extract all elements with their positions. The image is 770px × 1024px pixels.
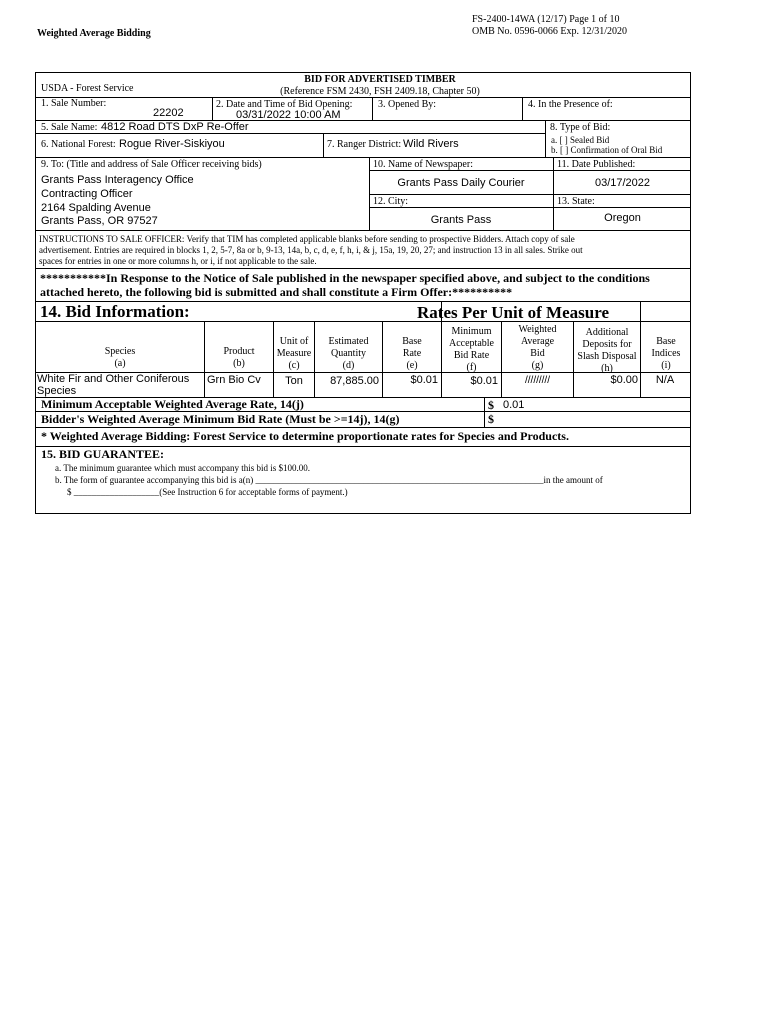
guarantee-line-a: a. The minimum guarantee which must accompany this bid is $100.00.	[55, 463, 311, 473]
row-unit[interactable]: Ton	[285, 375, 303, 387]
col-min-bid-rate-header: Minimum Acceptable Bid Rate (f)	[449, 326, 494, 373]
state-label: 13. State:	[557, 196, 595, 207]
form-id-line2: OMB No. 0596-0066 Exp. 12/31/2020	[472, 26, 627, 37]
row-base-indices[interactable]: N/A	[655, 374, 675, 386]
row-min-bid-rate[interactable]: $0.01	[470, 375, 498, 387]
col-product-header: Product (b)	[223, 346, 255, 369]
col-quantity-header: Estimated Quantity (d)	[328, 336, 369, 371]
row-product[interactable]: Grn Bio Cv	[207, 374, 261, 386]
sale-officer-address-2[interactable]: Contracting Officer	[41, 188, 133, 200]
min-weighted-rate-label: Minimum Acceptable Weighted Average Rate, 14(j)	[41, 397, 304, 411]
guarantee-line-b: b. The form of guarantee accompanying this bid is a(n) ________________________________________________________________in the amount of	[55, 475, 603, 485]
city-label: 12. City:	[373, 196, 409, 207]
row-species[interactable]: White Fir and Other Coniferous Species	[37, 373, 190, 397]
col-species-header: Species (a)	[104, 346, 136, 369]
national-forest-label: 6. National Forest:	[41, 139, 116, 150]
col-base-rate-header: Base Rate (e)	[402, 336, 422, 371]
agency-label: USDA - Forest Service	[41, 83, 134, 94]
sale-name-value[interactable]: 4812 Road DTS DxP Re-Offer	[101, 121, 249, 133]
col-weighted-bid-header: Weighted Average Bid (g)	[518, 324, 557, 371]
bid-guarantee-title: 15. BID GUARANTEE:	[41, 447, 165, 461]
instructions-line-2: advertisement. Entries are required in blocks 1, 2, 5-7, 8a or b, 9-13, 14a, b, c, d, e, f, h, i, & j, 15a, 19, 20, 27; and instruction 13 in all sales. Strike out	[39, 245, 583, 255]
ranger-district-label: 7. Ranger District:	[327, 139, 402, 150]
national-forest-value[interactable]: Rogue River-Siskiyou	[119, 138, 225, 150]
sale-name-label: 5. Sale Name:	[41, 122, 98, 133]
sale-number-label: 1. Sale Number:	[41, 98, 107, 109]
city-value[interactable]: Grants Pass	[430, 214, 492, 226]
form-title: BID FOR ADVERTISED TIMBER	[304, 74, 456, 85]
weighted-average-note: * Weighted Average Bidding: Forest Service to determine proportionate rates for Species and Products.	[41, 429, 569, 443]
ranger-district-value[interactable]: Wild Rivers	[403, 138, 459, 150]
sale-officer-address-4[interactable]: Grants Pass, OR 97527	[41, 215, 158, 227]
doc-title: Weighted Average Bidding	[37, 28, 151, 39]
bid-opening-value[interactable]: 03/31/2022 10:00 AM	[236, 109, 341, 121]
date-published-value[interactable]: 03/17/2022	[594, 177, 651, 189]
instructions-line-1: INSTRUCTIONS TO SALE OFFICER: Verify that TIM has completed applicable blanks before sending to prospective Bidders. Attach copy of sale	[39, 234, 575, 244]
min-weighted-rate-dollar: $	[488, 398, 494, 412]
bid-opening-label: 2. Date and Time of Bid Opening:	[216, 99, 353, 110]
row-weighted-bid[interactable]: /////////	[524, 375, 550, 386]
row-quantity[interactable]: 87,885.00	[330, 375, 379, 387]
oral-bid-option[interactable]: b. [ ] Confirmation of Oral Bid	[551, 145, 663, 155]
newspaper-value[interactable]: Grants Pass Daily Courier	[397, 177, 525, 189]
newspaper-label: 10. Name of Newspaper:	[373, 159, 473, 170]
bid-info-title: 14. Bid Information:	[40, 302, 190, 321]
guarantee-line-c: $ ___________________(See Instruction 6 for acceptable forms of payment.)	[67, 487, 348, 497]
col-unit-header: Unit of Measure (c)	[276, 336, 312, 371]
sale-officer-address-3[interactable]: 2164 Spalding Avenue	[41, 202, 151, 214]
col-slash-deposit-header: Additional Deposits for Slash Disposal (h)	[577, 327, 637, 374]
row-slash-deposit[interactable]: $0.00	[610, 374, 638, 386]
sealed-bid-option[interactable]: a. [ ] Sealed Bid	[551, 135, 610, 145]
sale-officer-label: 9. To: (Title and address of Sale Officer receiving bids)	[41, 159, 262, 170]
min-weighted-rate-value[interactable]: 0.01	[503, 399, 525, 411]
sale-officer-address-1[interactable]: Grants Pass Interagency Office	[41, 174, 194, 186]
firm-offer-line-1: ***********In Response to the Notice of Sale published in the newspaper specified above, and subject to the conditions	[40, 271, 650, 285]
form-reference: (Reference FSM 2430, FSH 2409.18, Chapter 50)	[280, 86, 480, 97]
bidder-weighted-rate-label: Bidder's Weighted Average Minimum Bid Rate (Must be >=14j), 14(g)	[41, 412, 400, 426]
state-value[interactable]: Oregon	[604, 212, 641, 224]
bidder-weighted-rate-dollar: $	[488, 412, 494, 426]
opened-by-label: 3. Opened By:	[378, 99, 437, 110]
col-base-indices-header: Base Indices (i)	[651, 336, 681, 371]
in-presence-label: 4. In the Presence of:	[528, 99, 613, 110]
row-base-rate[interactable]: $0.01	[410, 374, 438, 386]
sale-number-value[interactable]: 22202	[153, 107, 184, 119]
rates-title: Rates Per Unit of Measure	[417, 303, 609, 322]
instructions-line-3: spaces for entries in one or more columns h, or i, if not applicable to the sale.	[39, 256, 317, 266]
firm-offer-line-2: attached hereto, the following bid is submitted and shall constitute a Firm Offer:**********	[40, 285, 513, 299]
form-id-line1: FS-2400-14WA (12/17) Page 1 of 10	[472, 14, 620, 25]
date-published-label: 11. Date Published:	[557, 159, 636, 170]
type-of-bid-label: 8. Type of Bid:	[550, 122, 611, 133]
